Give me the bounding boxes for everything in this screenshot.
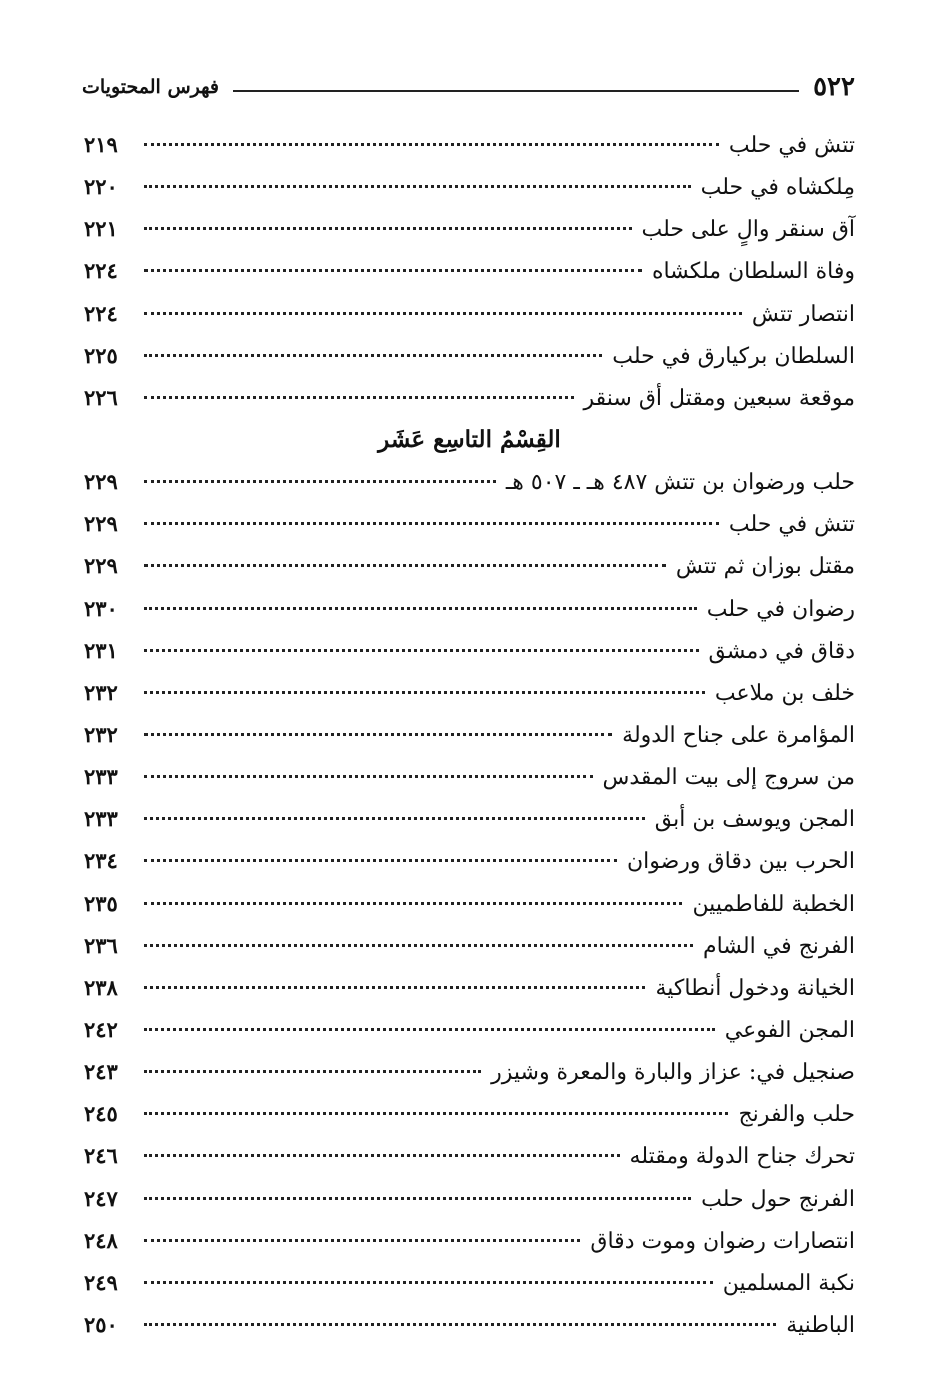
toc-entry-title: صنجيل في: عزاز والبارة والمعرة وشيزر [491,1060,855,1086]
toc-entry [84,1135,855,1177]
toc-entry [84,630,855,672]
toc-entry-page: ٢٤٥ [84,1101,118,1127]
toc-entry-title: تتش في حلب [728,512,855,538]
toc-entry-page: ٢٢٦ [84,384,118,410]
toc-entry-page: ٢٢٩ [84,469,118,495]
toc-entry-title: خلف بن ملاعب [714,680,855,706]
toc-entry [84,714,855,756]
leader-dots [144,1197,691,1200]
toc-entry-page: ٢٣٢ [84,721,118,747]
toc-entry [84,461,855,503]
leader-dots [144,1112,728,1115]
leader-dots [144,1028,715,1031]
toc-entry-title: مقتل بوزان ثم تتش [675,554,855,580]
toc-entry-page: ٢٣٤ [84,848,118,874]
leader-dots [144,944,693,947]
toc-entry [84,883,855,925]
toc-entry-page: ٢٥٠ [84,1311,118,1337]
toc-entry-title: الخطبة للفاطميين [692,891,855,917]
toc-entry [84,967,855,1009]
toc-entry-page: ٢٣٣ [84,764,118,790]
leader-dots [144,691,705,694]
toc-entry [84,293,855,335]
toc-entry [84,588,855,630]
toc-entry-page: ٢٢٤ [84,258,118,284]
toc-entry-page: ٢٢٥ [84,342,118,368]
toc-entry [84,1051,855,1093]
toc-entry [84,672,855,714]
toc-entry-page: ٢٢٩ [84,553,118,579]
toc-entry-page: ٢٣٠ [84,595,118,621]
toc-entry-page: ٢٣٦ [84,932,118,958]
toc-entry-title: الفرنج في الشام [702,933,855,959]
toc-entry-title: رضوان في حلب [706,596,855,622]
leader-dots [144,312,742,315]
leader-dots [144,1323,776,1326]
leader-dots [144,649,699,652]
toc-entry-title: المجن ويوسف بن أبق [654,807,855,833]
toc-entry [84,1178,855,1220]
leader-dots [144,522,719,525]
running-header [82,70,855,104]
toc-entry-title: تحرك جناح الدولة ومقتله [629,1144,855,1170]
page-number: ٥٢٢ [813,72,855,102]
toc-entry-title: المجن الفوعي [724,1017,855,1043]
toc-entry-title: الخيانة ودخول أنطاكية [655,975,855,1001]
toc-entry [84,124,855,166]
toc-entry-title: نكبة المسلمين [722,1270,855,1296]
header-rule [233,90,799,92]
toc-entry-title: حلب ورضوان بن تتش ٤٨٧ هـ ـ ٥٠٧ هـ [505,470,855,496]
toc-entry-title: الحرب بين دقاق ورضوان [626,849,855,875]
toc-entry [84,166,855,208]
toc-entry-title: دقاق في دمشق [708,638,855,664]
toc-entry-title: وفاة السلطان ملكشاه [651,259,855,285]
toc-entry [84,925,855,967]
toc-entry-title: موقعة سبعين ومقتل أق سنقر [583,385,855,411]
leader-dots [144,564,666,567]
toc-entry-page: ٢٢٩ [84,511,118,537]
toc-entry-page: ٢٣٣ [84,806,118,832]
toc-entry-title: الفرنج حول حلب [701,1186,855,1212]
leader-dots [144,396,574,399]
toc-entry [84,503,855,545]
leader-dots [144,354,602,357]
toc-entry [84,756,855,798]
toc-entry-page: ٢٢٤ [84,300,118,326]
toc-entry-title: من سروج إلى بيت المقدس [602,765,855,791]
toc-entry-page: ٢٤٩ [84,1269,118,1295]
toc-entry [84,250,855,292]
toc-entry-title: انتصارات رضوان وموت دقاق [590,1228,855,1254]
toc-entry-title: انتصار تتش [751,301,855,327]
leader-dots [144,607,697,610]
toc-entry-page: ٢٤٢ [84,1016,118,1042]
toc-entry-page: ٢٣٥ [84,890,118,916]
toc-entry-page: ٢٣٢ [84,679,118,705]
section-heading: القِسْمُ التاسِع عَشَر [378,425,561,453]
toc-entry [84,1093,855,1135]
leader-dots [144,986,645,989]
toc-entry-page: ٢٤٨ [84,1227,118,1253]
toc-entry-page: ٢٤٧ [84,1185,118,1211]
toc-entry-page: ٢٤٦ [84,1143,118,1169]
toc-entry-title: آق سنقر والٍ على حلب [641,217,855,243]
toc-entry-title: حلب والفرنج [738,1102,855,1128]
leader-dots [144,902,682,905]
toc-entry-page: ٢٣٨ [84,974,118,1000]
toc-entry [84,840,855,882]
leader-dots [144,775,593,778]
leader-dots [144,859,617,862]
toc-entry-page: ٢٣١ [84,637,118,663]
toc-entry [84,208,855,250]
leader-dots [144,1239,580,1242]
leader-dots [144,1281,713,1284]
toc-entry-page: ٢٤٣ [84,1059,118,1085]
leader-dots [144,817,645,820]
leader-dots [144,1154,620,1157]
toc-entry [84,798,855,840]
toc-entry [84,1009,855,1051]
toc-entry-page: ٢٢٠ [84,174,118,200]
toc-entry-title: مِلكشاه في حلب [700,175,855,201]
toc-entry-title: السلطان بركيارق في حلب [612,343,855,369]
leader-dots [144,185,691,188]
leader-dots [144,143,719,146]
toc-entry-title: تتش في حلب [728,133,855,158]
toc-entry-title: الباطنية [786,1312,855,1338]
toc-entry [84,335,855,377]
table-of-contents [84,124,855,1346]
toc-entry [84,1220,855,1262]
toc-entry [84,377,855,419]
toc-entry [84,1262,855,1304]
toc-entry [84,545,855,587]
running-title: فهرس المحتويات [82,76,219,98]
leader-dots [144,480,496,483]
leader-dots [144,733,612,736]
leader-dots [144,227,632,230]
toc-entry-page: ٢٢١ [84,216,118,242]
toc-entry [84,1304,855,1346]
toc-entry-page: ٢١٩ [84,132,118,157]
leader-dots [144,1070,481,1073]
leader-dots [144,269,642,272]
toc-entry-title: المؤامرة على جناح الدولة [622,722,855,748]
